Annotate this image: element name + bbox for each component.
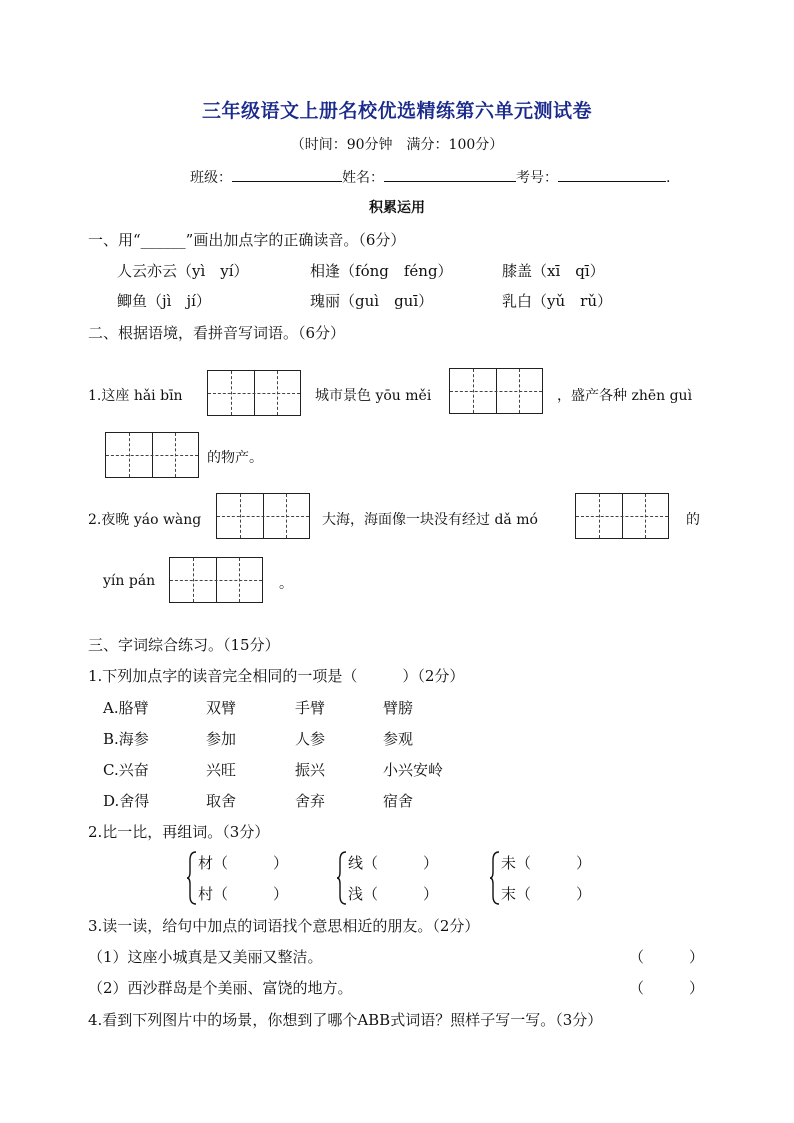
q1-item: 膝盖（xī qī）: [502, 262, 605, 280]
writing-grid[interactable]: [169, 557, 263, 603]
q2-s1-text: 城市景色 yōu měi: [315, 388, 432, 404]
compare-cell: 浅（ ）: [348, 885, 439, 903]
q3-p3-item: （2）西沙群岛是个美丽、富饶的地方。: [88, 979, 353, 997]
option-cell: 兴旺: [206, 761, 237, 779]
q2-heading: 二、根据语境，看拼音写词语。（6分）: [88, 324, 346, 342]
answer-blank[interactable]: （ ）: [629, 979, 705, 997]
compare-cell: 材（ ）: [198, 854, 289, 872]
q3-p3: 3.读一读，给句中加点的词语找个意思相近的朋友。（2分）: [88, 917, 480, 935]
q3-p4: 4.看到下列图片中的场景，你想到了哪个ABB式词语？照样子写一写。（3分）: [88, 1011, 603, 1029]
q2-s1-text: 1.这座 hǎi bīn: [88, 388, 183, 404]
option-cell: A.胳臂: [103, 699, 149, 717]
brace-icon: [336, 850, 348, 906]
exam-meta: （时间：90分钟 满分：100分）: [290, 137, 504, 153]
q1-heading: 一、用“______”画出加点字的正确读音。（6分）: [88, 231, 406, 249]
name-blank[interactable]: [384, 167, 516, 182]
info-line: [190, 167, 670, 187]
pinyin-prompt: yáo wàng: [133, 512, 202, 528]
option-cell: 臂膀: [383, 699, 414, 717]
q1-item: 人云亦云（yì yí）: [117, 262, 249, 280]
exam-number-blank[interactable]: [558, 167, 666, 182]
q2-s2-text: 大海，海面像一块没有经过 dǎ mó: [322, 512, 538, 528]
page-title: 三年级语文上册名校优选精练第六单元测试卷: [201, 100, 592, 122]
q1-item: 鲫鱼（jì jí）: [117, 292, 211, 310]
q2-s1-text: ，盛产各种 zhēn guì: [557, 388, 693, 404]
option-cell: 双臂: [206, 699, 237, 717]
pinyin-prompt: dǎ mó: [494, 512, 538, 528]
q2-s2-text: 2.夜晚 yáo wàng: [88, 512, 202, 528]
option-cell: 振兴: [295, 761, 326, 779]
writing-grid[interactable]: [575, 493, 669, 539]
info-end: .: [666, 170, 671, 186]
writing-grid[interactable]: [216, 493, 310, 539]
compare-cell: 村（ ）: [198, 885, 289, 903]
q1-item: 瑰丽（guì guī）: [310, 292, 434, 310]
option-cell: 舍弃: [295, 792, 326, 810]
q2-s2-text: 的: [686, 512, 700, 528]
q3-p1: 1.下列加点字的读音完全相同的一项是（ ）（2分）: [88, 667, 465, 685]
pinyin-prompt: yōu měi: [375, 388, 432, 404]
exam-label: 考号：: [516, 170, 558, 186]
writing-grid[interactable]: [207, 370, 301, 416]
name-label: 姓名：: [342, 170, 384, 186]
option-cell: C.兴奋: [103, 761, 149, 779]
option-cell: 宿舍: [383, 792, 414, 810]
answer-blank[interactable]: （ ）: [629, 948, 705, 966]
option-cell: 取舍: [206, 792, 237, 810]
class-label: 班级：: [190, 170, 232, 186]
q1-item: 相逢（fóng féng）: [310, 262, 453, 280]
writing-grid[interactable]: [105, 432, 199, 478]
pinyin-prompt: yín pán: [103, 573, 156, 589]
section-label: 积累运用: [369, 200, 425, 216]
pinyin-prompt: zhēn guì: [631, 388, 693, 404]
option-cell: 参加: [206, 730, 237, 748]
writing-grid[interactable]: [449, 368, 543, 414]
q2-s2-text: 。: [279, 576, 293, 592]
class-blank[interactable]: [232, 167, 342, 182]
compare-cell: 线（ ）: [348, 854, 439, 872]
compare-cell: 未（ ）: [501, 854, 592, 872]
q2-s1-text: 的物产。: [207, 450, 263, 466]
brace-icon: [186, 850, 198, 906]
brace-icon: [489, 850, 501, 906]
q1-item: 乳白（yǔ rǔ）: [502, 292, 612, 310]
q3-p3-item: （1）这座小城真是又美丽又整洁。: [88, 948, 323, 966]
pinyin-prompt: hǎi bīn: [133, 388, 183, 404]
option-cell: B.海参: [103, 730, 149, 748]
option-cell: 参观: [383, 730, 414, 748]
option-cell: D.舍得: [103, 792, 150, 810]
q3-heading: 三、字词综合练习。（15分）: [88, 636, 280, 654]
q3-p2: 2.比一比，再组词。（3分）: [88, 823, 270, 841]
option-cell: 小兴安岭: [383, 761, 444, 779]
compare-cell: 末（ ）: [501, 885, 592, 903]
option-cell: 人参: [295, 730, 326, 748]
option-cell: 手臂: [295, 699, 326, 717]
